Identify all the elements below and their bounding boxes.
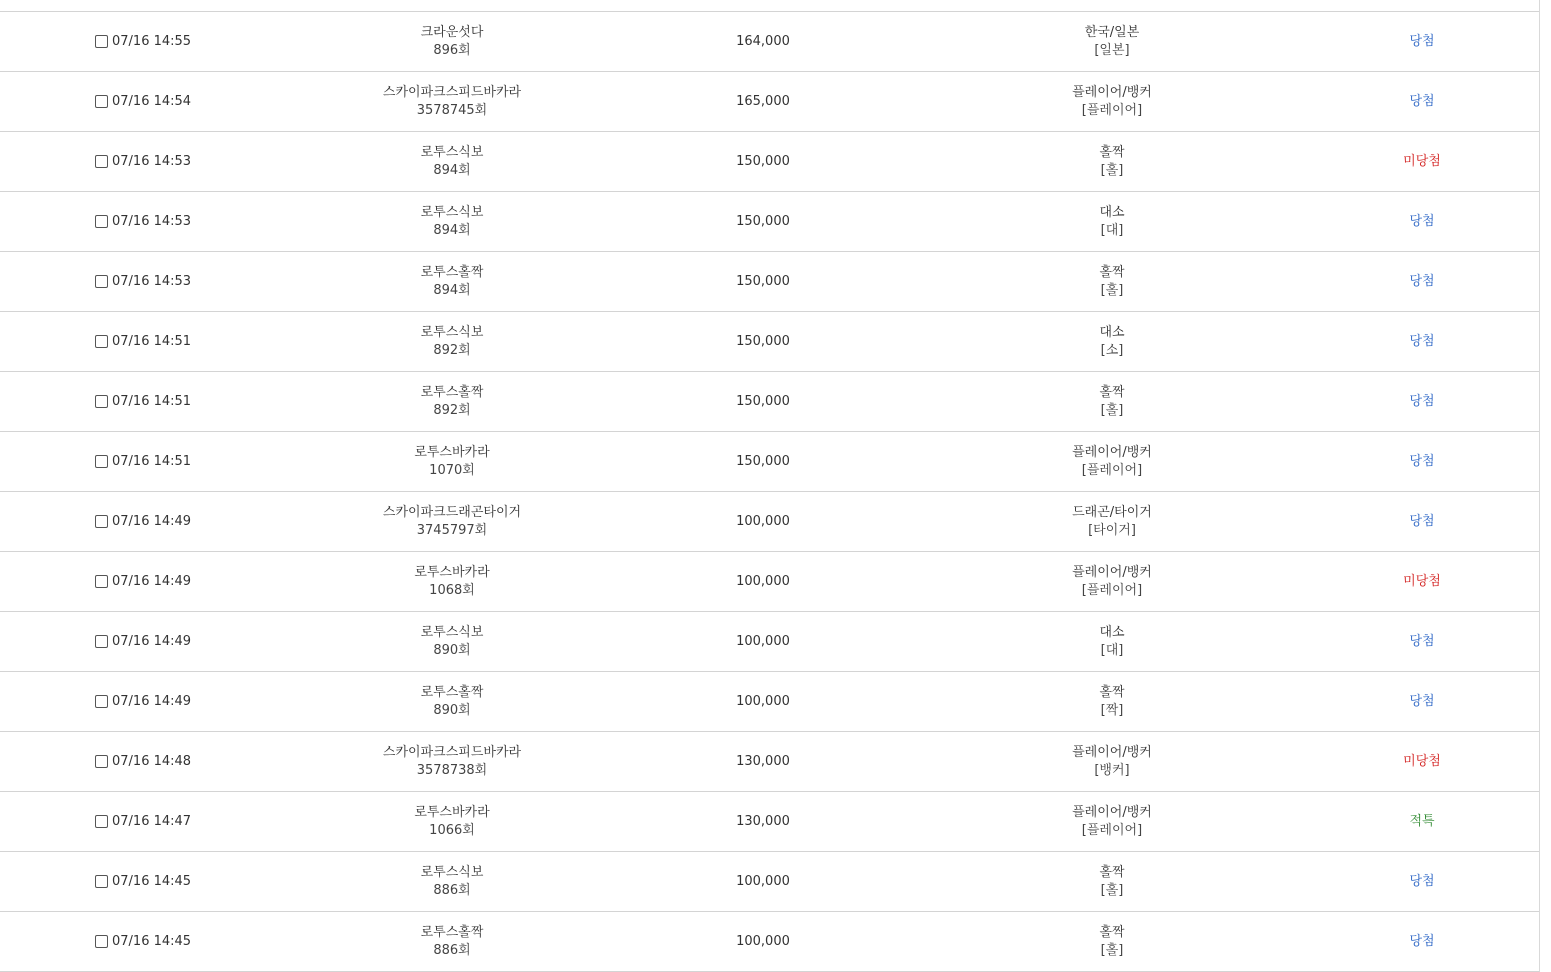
game-name: 로투스홀짝 bbox=[420, 384, 484, 400]
bet-amount: 100,000 bbox=[736, 693, 790, 709]
game-name: 스카이파크스피드바카라 bbox=[382, 84, 522, 100]
game-cell bbox=[352, 852, 552, 911]
pick-type: 홀짝 bbox=[1099, 684, 1125, 700]
game-name: 크라운섯다 bbox=[420, 24, 484, 40]
bet-time: 07/16 14:45 bbox=[112, 933, 192, 949]
bet-amount: 150,000 bbox=[736, 393, 790, 409]
pick-type: 홀짝 bbox=[1099, 924, 1125, 940]
bet-amount: 100,000 bbox=[736, 633, 790, 649]
bet-time: 07/16 14:49 bbox=[112, 693, 192, 709]
time-cell bbox=[95, 672, 255, 731]
pick-choice: [뱅커] bbox=[1094, 762, 1130, 778]
game-cell bbox=[352, 612, 552, 671]
game-round: 1066회 bbox=[429, 822, 475, 838]
bet-amount: 130,000 bbox=[736, 753, 790, 769]
bet-result: 미당첨 bbox=[1403, 573, 1441, 589]
bet-result: 당첨 bbox=[1409, 453, 1435, 469]
time-cell bbox=[95, 732, 255, 791]
bet-time: 07/16 14:54 bbox=[112, 93, 192, 109]
bet-time: 07/16 14:55 bbox=[112, 33, 192, 49]
bet-time: 07/16 14:48 bbox=[112, 753, 192, 769]
bet-amount: 130,000 bbox=[736, 813, 790, 829]
pick-cell bbox=[1012, 612, 1212, 671]
bet-result: 적특 bbox=[1409, 813, 1435, 829]
pick-choice: [홀] bbox=[1100, 882, 1124, 898]
time-cell bbox=[95, 552, 255, 611]
bet-result: 당첨 bbox=[1409, 333, 1435, 349]
bet-time: 07/16 14:51 bbox=[112, 333, 192, 349]
pick-choice: [홀] bbox=[1100, 282, 1124, 298]
table-row bbox=[0, 72, 1539, 132]
game-name: 스카이파크스피드바카라 bbox=[382, 744, 522, 760]
game-cell bbox=[352, 72, 552, 131]
game-cell bbox=[352, 12, 552, 71]
bet-amount: 150,000 bbox=[736, 453, 790, 469]
pick-type: 대소 bbox=[1099, 204, 1125, 220]
pick-choice: [일본] bbox=[1094, 42, 1130, 58]
game-cell bbox=[352, 912, 552, 971]
table-row bbox=[0, 132, 1539, 192]
game-round: 890회 bbox=[433, 642, 471, 658]
game-name: 로투스홀짝 bbox=[420, 684, 484, 700]
game-round: 1068회 bbox=[429, 582, 475, 598]
game-cell bbox=[352, 432, 552, 491]
row-checkbox[interactable] bbox=[95, 455, 108, 468]
game-round: 3578745회 bbox=[416, 102, 488, 118]
time-cell bbox=[95, 792, 255, 851]
row-checkbox[interactable] bbox=[95, 35, 108, 48]
table-row bbox=[0, 372, 1539, 432]
table-row bbox=[0, 552, 1539, 612]
game-cell bbox=[352, 252, 552, 311]
row-checkbox[interactable] bbox=[95, 935, 108, 948]
pick-cell bbox=[1012, 72, 1212, 131]
bet-time: 07/16 14:51 bbox=[112, 453, 192, 469]
row-checkbox[interactable] bbox=[95, 215, 108, 228]
pick-cell bbox=[1012, 12, 1212, 71]
header-pick bbox=[1012, 0, 1212, 11]
table-row bbox=[0, 672, 1539, 732]
bet-time: 07/16 14:49 bbox=[112, 513, 192, 529]
game-cell bbox=[352, 552, 552, 611]
pick-cell bbox=[1012, 372, 1212, 431]
bet-time: 07/16 14:53 bbox=[112, 153, 192, 169]
header-result bbox=[1362, 0, 1482, 11]
row-checkbox[interactable] bbox=[95, 395, 108, 408]
time-cell bbox=[95, 432, 255, 491]
bet-result: 당첨 bbox=[1409, 273, 1435, 289]
pick-type: 한국/일본 bbox=[1084, 24, 1140, 40]
pick-cell bbox=[1012, 732, 1212, 791]
bet-result: 당첨 bbox=[1409, 33, 1435, 49]
table-row bbox=[0, 732, 1539, 792]
pick-cell bbox=[1012, 552, 1212, 611]
game-name: 로투스식보 bbox=[420, 324, 484, 340]
game-round: 886회 bbox=[433, 942, 471, 958]
time-cell bbox=[95, 252, 255, 311]
time-cell bbox=[95, 192, 255, 251]
pick-cell bbox=[1012, 312, 1212, 371]
pick-cell bbox=[1012, 792, 1212, 851]
bet-time: 07/16 14:53 bbox=[112, 273, 192, 289]
pick-type: 대소 bbox=[1099, 624, 1125, 640]
game-cell bbox=[352, 492, 552, 551]
table-row bbox=[0, 492, 1539, 552]
game-round: 3578738회 bbox=[416, 762, 488, 778]
pick-type: 플레이어/뱅커 bbox=[1072, 84, 1152, 100]
game-round: 892회 bbox=[433, 402, 471, 418]
game-cell bbox=[352, 732, 552, 791]
game-name: 로투스홀짝 bbox=[420, 264, 484, 280]
bet-time: 07/16 14:45 bbox=[112, 873, 192, 889]
game-round: 894회 bbox=[433, 162, 471, 178]
bet-result: 당첨 bbox=[1409, 513, 1435, 529]
pick-cell bbox=[1012, 432, 1212, 491]
pick-choice: [소] bbox=[1100, 342, 1124, 358]
table-body bbox=[0, 12, 1539, 972]
pick-type: 드래곤/타이거 bbox=[1072, 504, 1152, 520]
time-cell bbox=[95, 852, 255, 911]
row-checkbox[interactable] bbox=[95, 155, 108, 168]
bet-result: 당첨 bbox=[1409, 633, 1435, 649]
time-cell bbox=[95, 132, 255, 191]
pick-choice: [대] bbox=[1100, 642, 1124, 658]
pick-choice: [홀] bbox=[1100, 162, 1124, 178]
time-cell bbox=[95, 912, 255, 971]
bet-result: 당첨 bbox=[1409, 93, 1435, 109]
bet-time: 07/16 14:49 bbox=[112, 573, 192, 589]
pick-choice: [타이거] bbox=[1088, 522, 1136, 538]
game-name: 스카이파크드래곤타이거 bbox=[382, 504, 522, 520]
table-header bbox=[0, 0, 1539, 12]
game-name: 로투스홀짝 bbox=[420, 924, 484, 940]
pick-cell bbox=[1012, 492, 1212, 551]
table-row bbox=[0, 12, 1539, 72]
pick-cell bbox=[1012, 672, 1212, 731]
game-name: 로투스바카라 bbox=[414, 804, 490, 820]
bet-amount: 164,000 bbox=[736, 33, 790, 49]
bet-time: 07/16 14:47 bbox=[112, 813, 192, 829]
row-checkbox[interactable] bbox=[95, 815, 108, 828]
bet-amount: 150,000 bbox=[736, 273, 790, 289]
time-cell bbox=[95, 492, 255, 551]
pick-choice: [플레이어] bbox=[1081, 102, 1143, 118]
time-cell bbox=[95, 312, 255, 371]
pick-choice: [홀] bbox=[1100, 942, 1124, 958]
pick-choice: [플레이어] bbox=[1081, 462, 1143, 478]
time-cell bbox=[95, 12, 255, 71]
game-round: 896회 bbox=[433, 42, 471, 58]
pick-cell bbox=[1012, 192, 1212, 251]
pick-cell bbox=[1012, 252, 1212, 311]
pick-choice: [홀] bbox=[1100, 402, 1124, 418]
row-checkbox[interactable] bbox=[95, 95, 108, 108]
header-game bbox=[352, 0, 552, 11]
row-checkbox[interactable] bbox=[95, 335, 108, 348]
row-checkbox[interactable] bbox=[95, 755, 108, 768]
bet-time: 07/16 14:53 bbox=[112, 213, 192, 229]
game-name: 로투스바카라 bbox=[414, 444, 490, 460]
pick-cell bbox=[1012, 912, 1212, 971]
game-round: 894회 bbox=[433, 282, 471, 298]
game-round: 1070회 bbox=[429, 462, 475, 478]
pick-choice: [짝] bbox=[1100, 702, 1124, 718]
bet-result: 당첨 bbox=[1409, 873, 1435, 889]
table-row bbox=[0, 612, 1539, 672]
game-round: 886회 bbox=[433, 882, 471, 898]
pick-type: 플레이어/뱅커 bbox=[1072, 564, 1152, 580]
pick-cell bbox=[1012, 852, 1212, 911]
pick-type: 플레이어/뱅커 bbox=[1072, 444, 1152, 460]
pick-type: 대소 bbox=[1099, 324, 1125, 340]
game-cell bbox=[352, 192, 552, 251]
header-amount bbox=[683, 0, 843, 11]
game-name: 로투스식보 bbox=[420, 624, 484, 640]
game-cell bbox=[352, 792, 552, 851]
row-checkbox[interactable] bbox=[95, 875, 108, 888]
game-round: 894회 bbox=[433, 222, 471, 238]
table-row bbox=[0, 912, 1539, 972]
game-round: 892회 bbox=[433, 342, 471, 358]
row-checkbox[interactable] bbox=[95, 275, 108, 288]
row-checkbox[interactable] bbox=[95, 695, 108, 708]
row-checkbox[interactable] bbox=[95, 515, 108, 528]
game-cell bbox=[352, 312, 552, 371]
table-row bbox=[0, 432, 1539, 492]
pick-type: 홀짝 bbox=[1099, 144, 1125, 160]
bet-result: 당첨 bbox=[1409, 693, 1435, 709]
bet-amount: 150,000 bbox=[736, 153, 790, 169]
time-cell bbox=[95, 72, 255, 131]
game-cell bbox=[352, 372, 552, 431]
game-name: 로투스식보 bbox=[420, 864, 484, 880]
game-round: 890회 bbox=[433, 702, 471, 718]
row-checkbox[interactable] bbox=[95, 635, 108, 648]
game-round: 3745797회 bbox=[416, 522, 488, 538]
time-cell bbox=[95, 372, 255, 431]
game-cell bbox=[352, 672, 552, 731]
pick-choice: [플레이어] bbox=[1081, 822, 1143, 838]
time-cell bbox=[95, 612, 255, 671]
bet-result: 미당첨 bbox=[1403, 153, 1441, 169]
pick-cell bbox=[1012, 132, 1212, 191]
table-row bbox=[0, 252, 1539, 312]
bet-time: 07/16 14:49 bbox=[112, 633, 192, 649]
game-name: 로투스식보 bbox=[420, 204, 484, 220]
game-name: 로투스바카라 bbox=[414, 564, 490, 580]
table-row bbox=[0, 852, 1539, 912]
bet-result: 당첨 bbox=[1409, 933, 1435, 949]
table-row bbox=[0, 192, 1539, 252]
header-time bbox=[95, 0, 255, 11]
bet-amount: 100,000 bbox=[736, 573, 790, 589]
pick-type: 홀짝 bbox=[1099, 264, 1125, 280]
bet-amount: 150,000 bbox=[736, 333, 790, 349]
table-row bbox=[0, 792, 1539, 852]
pick-type: 플레이어/뱅커 bbox=[1072, 744, 1152, 760]
bet-time: 07/16 14:51 bbox=[112, 393, 192, 409]
pick-type: 플레이어/뱅커 bbox=[1072, 804, 1152, 820]
bet-result: 당첨 bbox=[1409, 393, 1435, 409]
bet-amount: 165,000 bbox=[736, 93, 790, 109]
table-row bbox=[0, 312, 1539, 372]
game-cell bbox=[352, 132, 552, 191]
pick-type: 홀짝 bbox=[1099, 384, 1125, 400]
pick-choice: [플레이어] bbox=[1081, 582, 1143, 598]
bet-amount: 100,000 bbox=[736, 933, 790, 949]
bet-result: 당첨 bbox=[1409, 213, 1435, 229]
row-checkbox[interactable] bbox=[95, 575, 108, 588]
bet-amount: 100,000 bbox=[736, 873, 790, 889]
bet-result: 미당첨 bbox=[1403, 753, 1441, 769]
game-name: 로투스식보 bbox=[420, 144, 484, 160]
bet-amount: 150,000 bbox=[736, 213, 790, 229]
bet-amount: 100,000 bbox=[736, 513, 790, 529]
pick-type: 홀짝 bbox=[1099, 864, 1125, 880]
pick-choice: [대] bbox=[1100, 222, 1124, 238]
